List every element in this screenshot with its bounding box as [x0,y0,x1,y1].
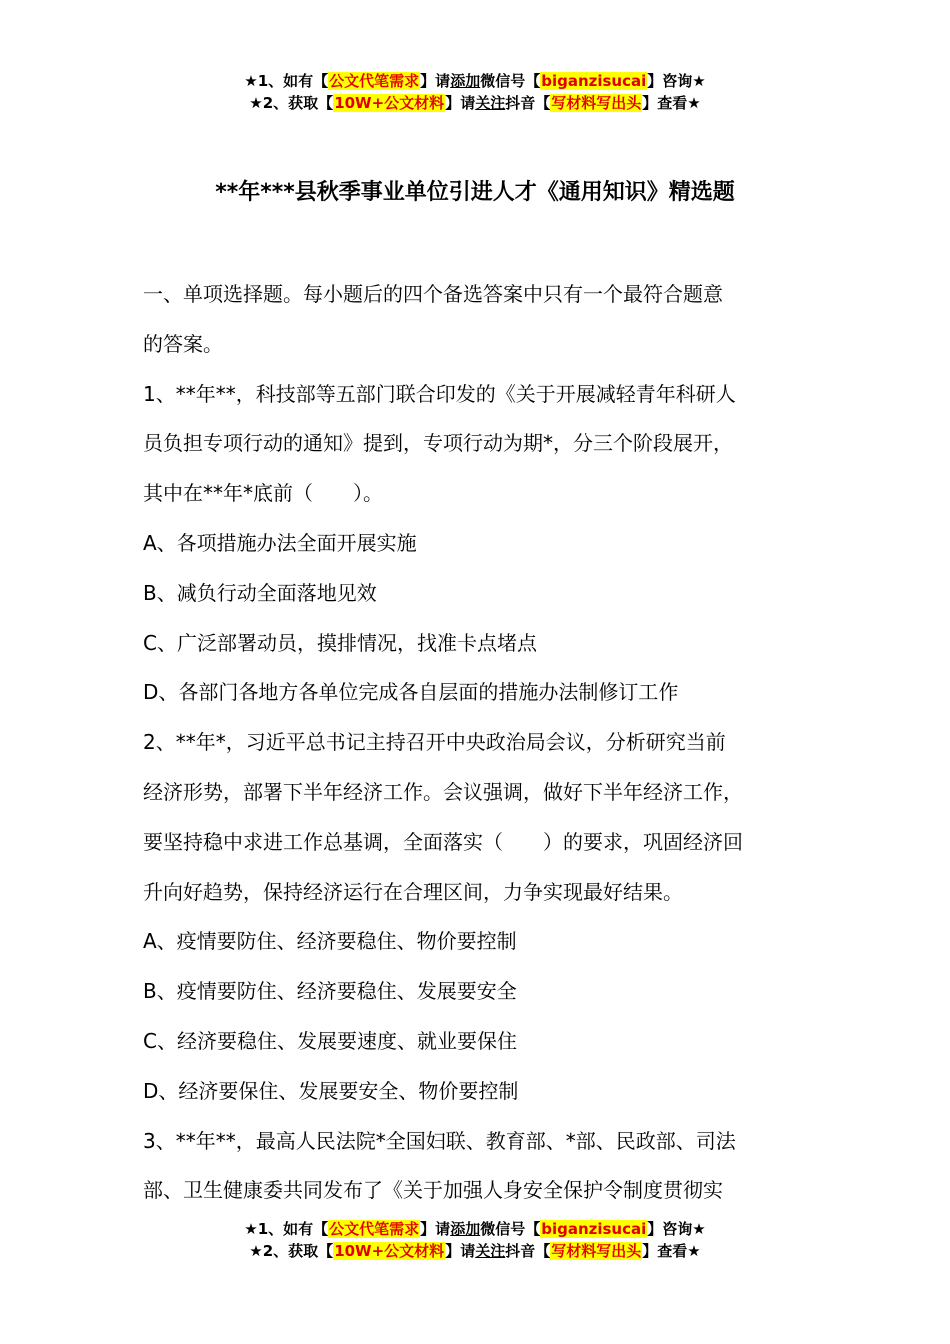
question-2-line: 升向好趋势，保持经济运行在合理区间，力争实现最好结果。 [143,879,683,904]
bottom-banner [0,1218,950,1262]
question-1-line: 员负担专项行动的通知》提到，专项行动为期*，分三个阶段展开， [143,431,733,456]
banner-text: 】咨询★ [647,72,706,90]
question-2-line: 经济形势，部署下半年经济工作。会议强调，做好下半年经济工作， [143,779,743,804]
question-2-option-d: D、经济要保住、发展要安全、物价要控制 [143,1078,519,1103]
banner-text: 】查看★ [642,94,701,112]
banner-highlight: 10W+公文材料 [334,94,445,112]
top-banner [0,70,950,114]
banner-line-2 [0,92,950,114]
banner-text: 】请 [420,1220,451,1238]
question-1-line: 其中在**年*底前（ ）。 [143,481,383,506]
banner-underlined: 添加 [450,1220,481,1238]
banner-text: 微信号【 [480,1220,541,1238]
question-2-option-b: B、疫情要防住、经济要稳住、发展要安全 [143,979,517,1004]
banner-line-1 [0,1218,950,1240]
banner-text: 】咨询★ [647,1220,706,1238]
question-2-line: 要坚持稳中求进工作总基调，全面落实（ ）的要求，巩固经济回 [143,829,743,854]
banner-text: 抖音【 [505,94,551,112]
banner-line-1 [0,70,950,92]
banner-text: 】请 [420,72,451,90]
section-heading-line: 的答案。 [143,331,223,356]
banner-text: ★2、获取【 [249,1242,334,1260]
banner-underlined: 关注 [475,94,506,112]
document-body [143,270,833,1216]
banner-highlight: 写材料写出头 [551,94,642,112]
question-2-line: 2、**年*，习近平总书记主持召开中央政治局会议，分析研究当前 [143,730,726,755]
document-title: **年***县秋季事业单位引进人才《通用知识》精选题 [215,180,735,205]
banner-text: ★1、如有【 [244,72,329,90]
banner-highlight: biganzisucai [541,1220,647,1238]
banner-highlight: 写材料写出头 [551,1242,642,1260]
question-1-option-a: A、各项措施办法全面开展实施 [143,530,417,555]
banner-text: 】请 [445,94,476,112]
question-1-option-b: B、减负行动全面落地见效 [143,580,377,605]
banner-text: 】请 [445,1242,476,1260]
question-1-line: 1、**年**，科技部等五部门联合印发的《关于开展减轻青年科研人 [143,381,736,406]
section-heading-line: 一、单项选择题。每小题后的四个备选答案中只有一个最符合题意 [143,282,723,306]
question-3-line: 3、**年**，最高人民法院*全国妇联、教育部、*部、民政部、司法 [143,1128,736,1153]
question-1-option-c: C、广泛部署动员，摸排情况，找准卡点堵点 [143,630,537,655]
banner-highlight: 10W+公文材料 [334,1242,445,1260]
banner-line-2 [0,1240,950,1262]
banner-highlight: biganzisucai [541,72,647,90]
question-3-line: 部、卫生健康委共同发布了《关于加强人身安全保护令制度贯彻实 [143,1178,723,1203]
banner-text: ★1、如有【 [244,1220,329,1238]
banner-text: 微信号【 [480,72,541,90]
question-1-option-d: D、各部门各地方各单位完成各自层面的措施办法制修订工作 [143,680,679,705]
banner-highlight: 公文代笔需求 [329,1220,420,1238]
banner-text: ★2、获取【 [249,94,334,112]
banner-underlined: 添加 [450,72,481,90]
question-2-option-c: C、经济要稳住、发展要速度、就业要保住 [143,1028,517,1053]
banner-text: 】查看★ [642,1242,701,1260]
question-2-option-a: A、疫情要防住、经济要稳住、物价要控制 [143,929,517,954]
banner-underlined: 关注 [475,1242,506,1260]
banner-highlight: 公文代笔需求 [329,72,420,90]
banner-text: 抖音【 [505,1242,551,1260]
